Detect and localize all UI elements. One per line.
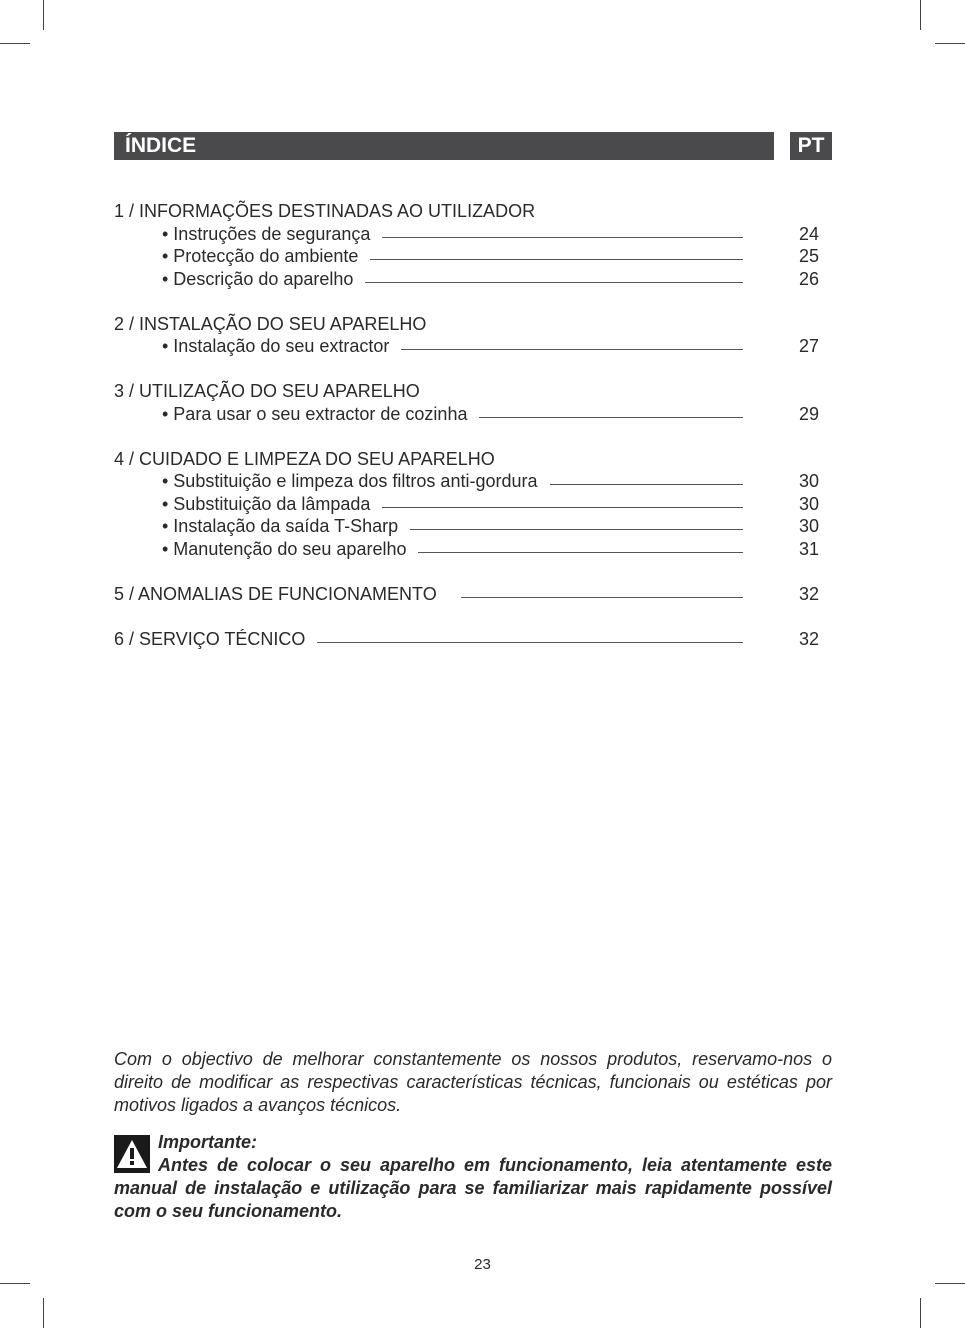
toc-page-number: 29 <box>798 403 819 424</box>
important-text: Antes de colocar o seu aparelho em funcionamento, leia atentamente este manual de instalação e utilização para se familiarizar mais rapidamente possível com o seu funcionamento. <box>114 1155 832 1221</box>
crop-mark <box>43 1298 44 1328</box>
toc-entry-label: • Instalação do seu extractor <box>162 336 390 356</box>
table-of-contents <box>114 200 832 673</box>
toc-entry <box>114 515 832 538</box>
page-number: 23 <box>474 1256 491 1273</box>
toc-section-title <box>114 628 832 651</box>
toc-section-label: 4 / CUIDADO E LIMPEZA DO SEU APARELHO <box>114 448 495 469</box>
crop-mark <box>920 0 921 30</box>
crop-mark <box>920 1298 921 1328</box>
crop-mark <box>935 1283 965 1284</box>
toc-entry <box>114 245 832 268</box>
warning-triangle-icon <box>114 1135 150 1173</box>
toc-leader-line <box>370 259 743 260</box>
toc-section <box>114 628 832 651</box>
toc-section-label: 3 / UTILIZAÇÃO DO SEU APARELHO <box>114 381 420 401</box>
disclaimer-note: Com o objectivo de melhorar constantemente os nossos produtos, reservamo-nos o direito de modificar as respectivas características técnicas, funcionais ou estéticas por motivos ligados a avanços técnicos. <box>114 1049 832 1115</box>
toc-entry <box>114 335 832 358</box>
toc-leader-line <box>410 529 743 530</box>
toc-section-label: 1 / INFORMAÇÕES DESTINADAS AO UTILIZADOR <box>114 201 536 221</box>
toc-section <box>114 583 832 606</box>
toc-entry <box>114 470 832 493</box>
toc-page-number: 32 <box>798 583 819 604</box>
toc-page-number: 30 <box>798 471 819 491</box>
toc-leader-line <box>418 552 743 553</box>
toc-entry-label: • Protecção do ambiente <box>162 246 359 266</box>
toc-entry-label: • Instruções de segurança <box>162 223 371 244</box>
toc-leader-line <box>317 642 743 643</box>
toc-section-label: 5 / ANOMALIAS DE FUNCIONAMENTO <box>114 583 437 604</box>
crop-mark <box>0 1283 30 1284</box>
toc-page-number: 25 <box>798 246 819 266</box>
toc-page-number: 24 <box>798 223 819 244</box>
toc-entry <box>114 403 832 426</box>
toc-entry <box>114 268 832 291</box>
toc-page-number: 26 <box>798 268 819 289</box>
crop-mark <box>0 43 30 44</box>
toc-page-number: 30 <box>798 516 819 536</box>
toc-leader-line <box>479 417 743 418</box>
toc-section-title <box>114 583 832 606</box>
crop-mark <box>935 43 965 44</box>
toc-leader-line <box>365 282 743 283</box>
toc-page-number: 32 <box>798 628 819 649</box>
toc-leader-line <box>382 507 743 508</box>
language-badge: PT <box>790 132 832 160</box>
toc-section <box>114 313 832 358</box>
toc-page-number: 31 <box>798 538 819 559</box>
toc-leader-line <box>461 597 743 598</box>
toc-section <box>114 200 832 290</box>
crop-mark <box>43 0 44 30</box>
toc-section-title <box>114 448 832 471</box>
important-label: Importante: <box>158 1132 257 1152</box>
toc-leader-line <box>401 349 743 350</box>
toc-section-title <box>114 380 832 403</box>
toc-entry-label: • Substituição e limpeza dos filtros anti-gordura <box>162 471 538 491</box>
toc-page-number: 30 <box>798 493 819 514</box>
toc-entry-label: • Descrição do aparelho <box>162 268 354 289</box>
toc-section-label: 6 / SERVIÇO TÉCNICO <box>114 628 306 649</box>
toc-page-number: 27 <box>798 336 819 356</box>
toc-section-title <box>114 200 832 223</box>
toc-leader-line <box>550 484 744 485</box>
toc-section-label: 2 / INSTALAÇÃO DO SEU APARELHO <box>114 313 427 334</box>
important-notice <box>114 1131 832 1223</box>
toc-entry-label: • Para usar o seu extractor de cozinha <box>162 403 468 424</box>
toc-entry <box>114 223 832 246</box>
toc-entry <box>114 493 832 516</box>
page-title: ÍNDICE <box>114 132 774 160</box>
toc-leader-line <box>382 237 743 238</box>
toc-section <box>114 380 832 425</box>
toc-entry-label: • Instalação da saída T-Sharp <box>162 516 399 536</box>
toc-entry <box>114 538 832 561</box>
toc-entry-label: • Manutenção do seu aparelho <box>162 538 407 559</box>
toc-entry-label: • Substituição da lâmpada <box>162 493 371 514</box>
toc-section <box>114 448 832 561</box>
toc-section-title <box>114 313 832 336</box>
